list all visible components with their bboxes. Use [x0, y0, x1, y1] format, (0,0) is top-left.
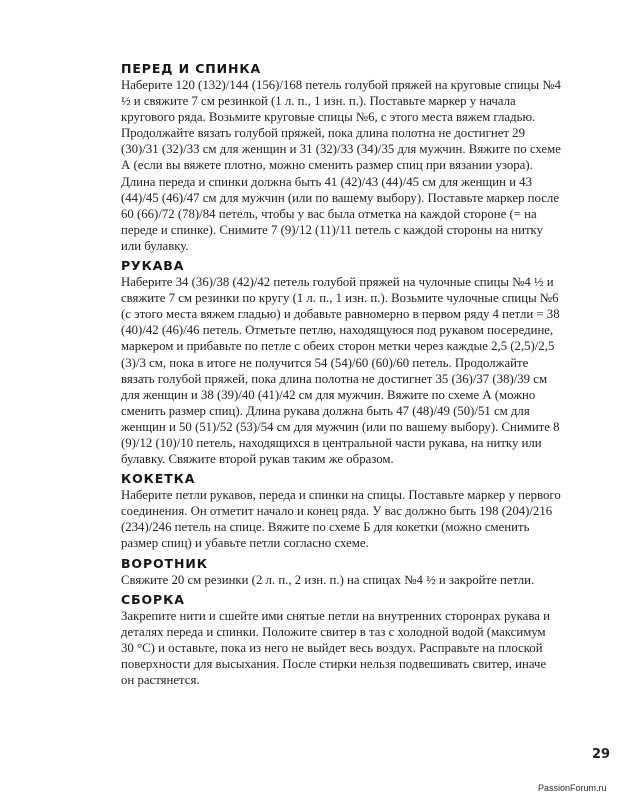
- section-heading: СБОРКА: [121, 591, 185, 607]
- section-heading: КОКЕТКА: [121, 471, 196, 487]
- section-text: Свяжите 20 см резинки (2 л. п., 2 изн. п.) на спицах №4 ½ и закройте петли.: [121, 572, 535, 587]
- section-heading: РУКАВА: [121, 258, 185, 274]
- section-assembly: [121, 592, 561, 688]
- section-collar: [121, 556, 561, 588]
- section-front-and-back: [121, 61, 561, 254]
- section-text: Закрепите нити и сшейте ими снятые петли на внутренних сторонрах рукава и деталях переда и спинки. Положите свитер в таз с холодной водой (максимум 30 °С) и оставьте, пока из него не выйдет весь воздух. Расправьте на плоской поверхности для высыхания. После стирки нельзя подвешивать свитер, иначе он растянется.: [121, 608, 550, 687]
- site-watermark: PassionForum.ru: [538, 783, 607, 793]
- section-heading: ВОРОТНИК: [121, 555, 208, 571]
- section-yoke: [121, 471, 561, 551]
- page-number: 29: [592, 747, 611, 762]
- section-heading: ПЕРЕД И СПИНКА: [121, 61, 262, 76]
- instructions-column: [121, 61, 561, 692]
- section-sleeves: [121, 258, 561, 467]
- section-text: Наберите 34 (36)/38 (42)/42 петель голубой пряжей на чулочные спицы №4 ½ и свяжите 7 см резинки по кругу (1 л. п., 1 изн. п.). Возьмите чулочные спицы №6 (с этого места вяжем гладью) и добавьте равномерно в первом ряду 4 петли = 38 (40)/42 (46)/46 петель. Отметьте петлю, находящуюся под рукавом посередине, маркером и прибавьте по петле с обеих сторон метки через каждые 2,5 (2,5)/2,5 (3)/3 см, пока в итоге не получится 54 (54)/60 (60)/60 петель. Продолжайте вязать голубой пряжей, пока длина полотна не достигнет 35 (36)/37 (38)/39 см для женщин и 38 (39)/40 (41)/42 см для мужчин. Вяжите по схеме А (можно сменить размер спиц). Длина рукава должна быть 47 (48)/49 (50)/51 см для женщин и 50 (51)/52 (53)/54 см для мужчин (или по вашему выбору). Снимите 8 (9)/12 (10)/10 петель, находящихся в центральной части рукава, на нитку или булавку. Свяжите второй рукав таким же образом.: [121, 275, 560, 467]
- section-text: Наберите 120 (132)/144 (156)/168 петель голубой пряжей на круговые спицы №4 ½ и свяжите 7 см резинкой (1 л. п., 1 изн. п.). Поставьте маркер у начала кругового ряда. Возьмите круговые спицы №6, с этого места вяжем гладью. Продолжайте вязать голубой пряжей, пока длина полотна не достигнет 29 (30)/31 (32)/33 см для женщин и 31 (32)/33 (34)/35 для мужчин. Вяжите по схеме А (если вы вяжете плотно, можно сменить размер спиц при вязании узора). Длина переда и спинки должна быть 41 (42)/43 (44)/45 см для женщин и 43 (44)/45 (46)/47 см для мужчин (или по вашему выбору). Поставьте маркер после 60 (66)/72 (78)/84 петель, чтобы у вас была отметка на каждой стороне (= на переде и спинке). Снимите 7 (9)/12 (11)/11 петель с каждой стороны на нитку или булавку.: [121, 78, 561, 253]
- section-text: Наберите петли рукавов, переда и спинки на спицы. Поставьте маркер у первого соединения. Он отметит начало и конец ряда. У вас должно быть 198 (204)/216 (234)/246 петель на спице. Вяжите по схеме Б для кокетки (можно сменить размер спиц) и убавьте петли согласно схеме.: [121, 488, 561, 551]
